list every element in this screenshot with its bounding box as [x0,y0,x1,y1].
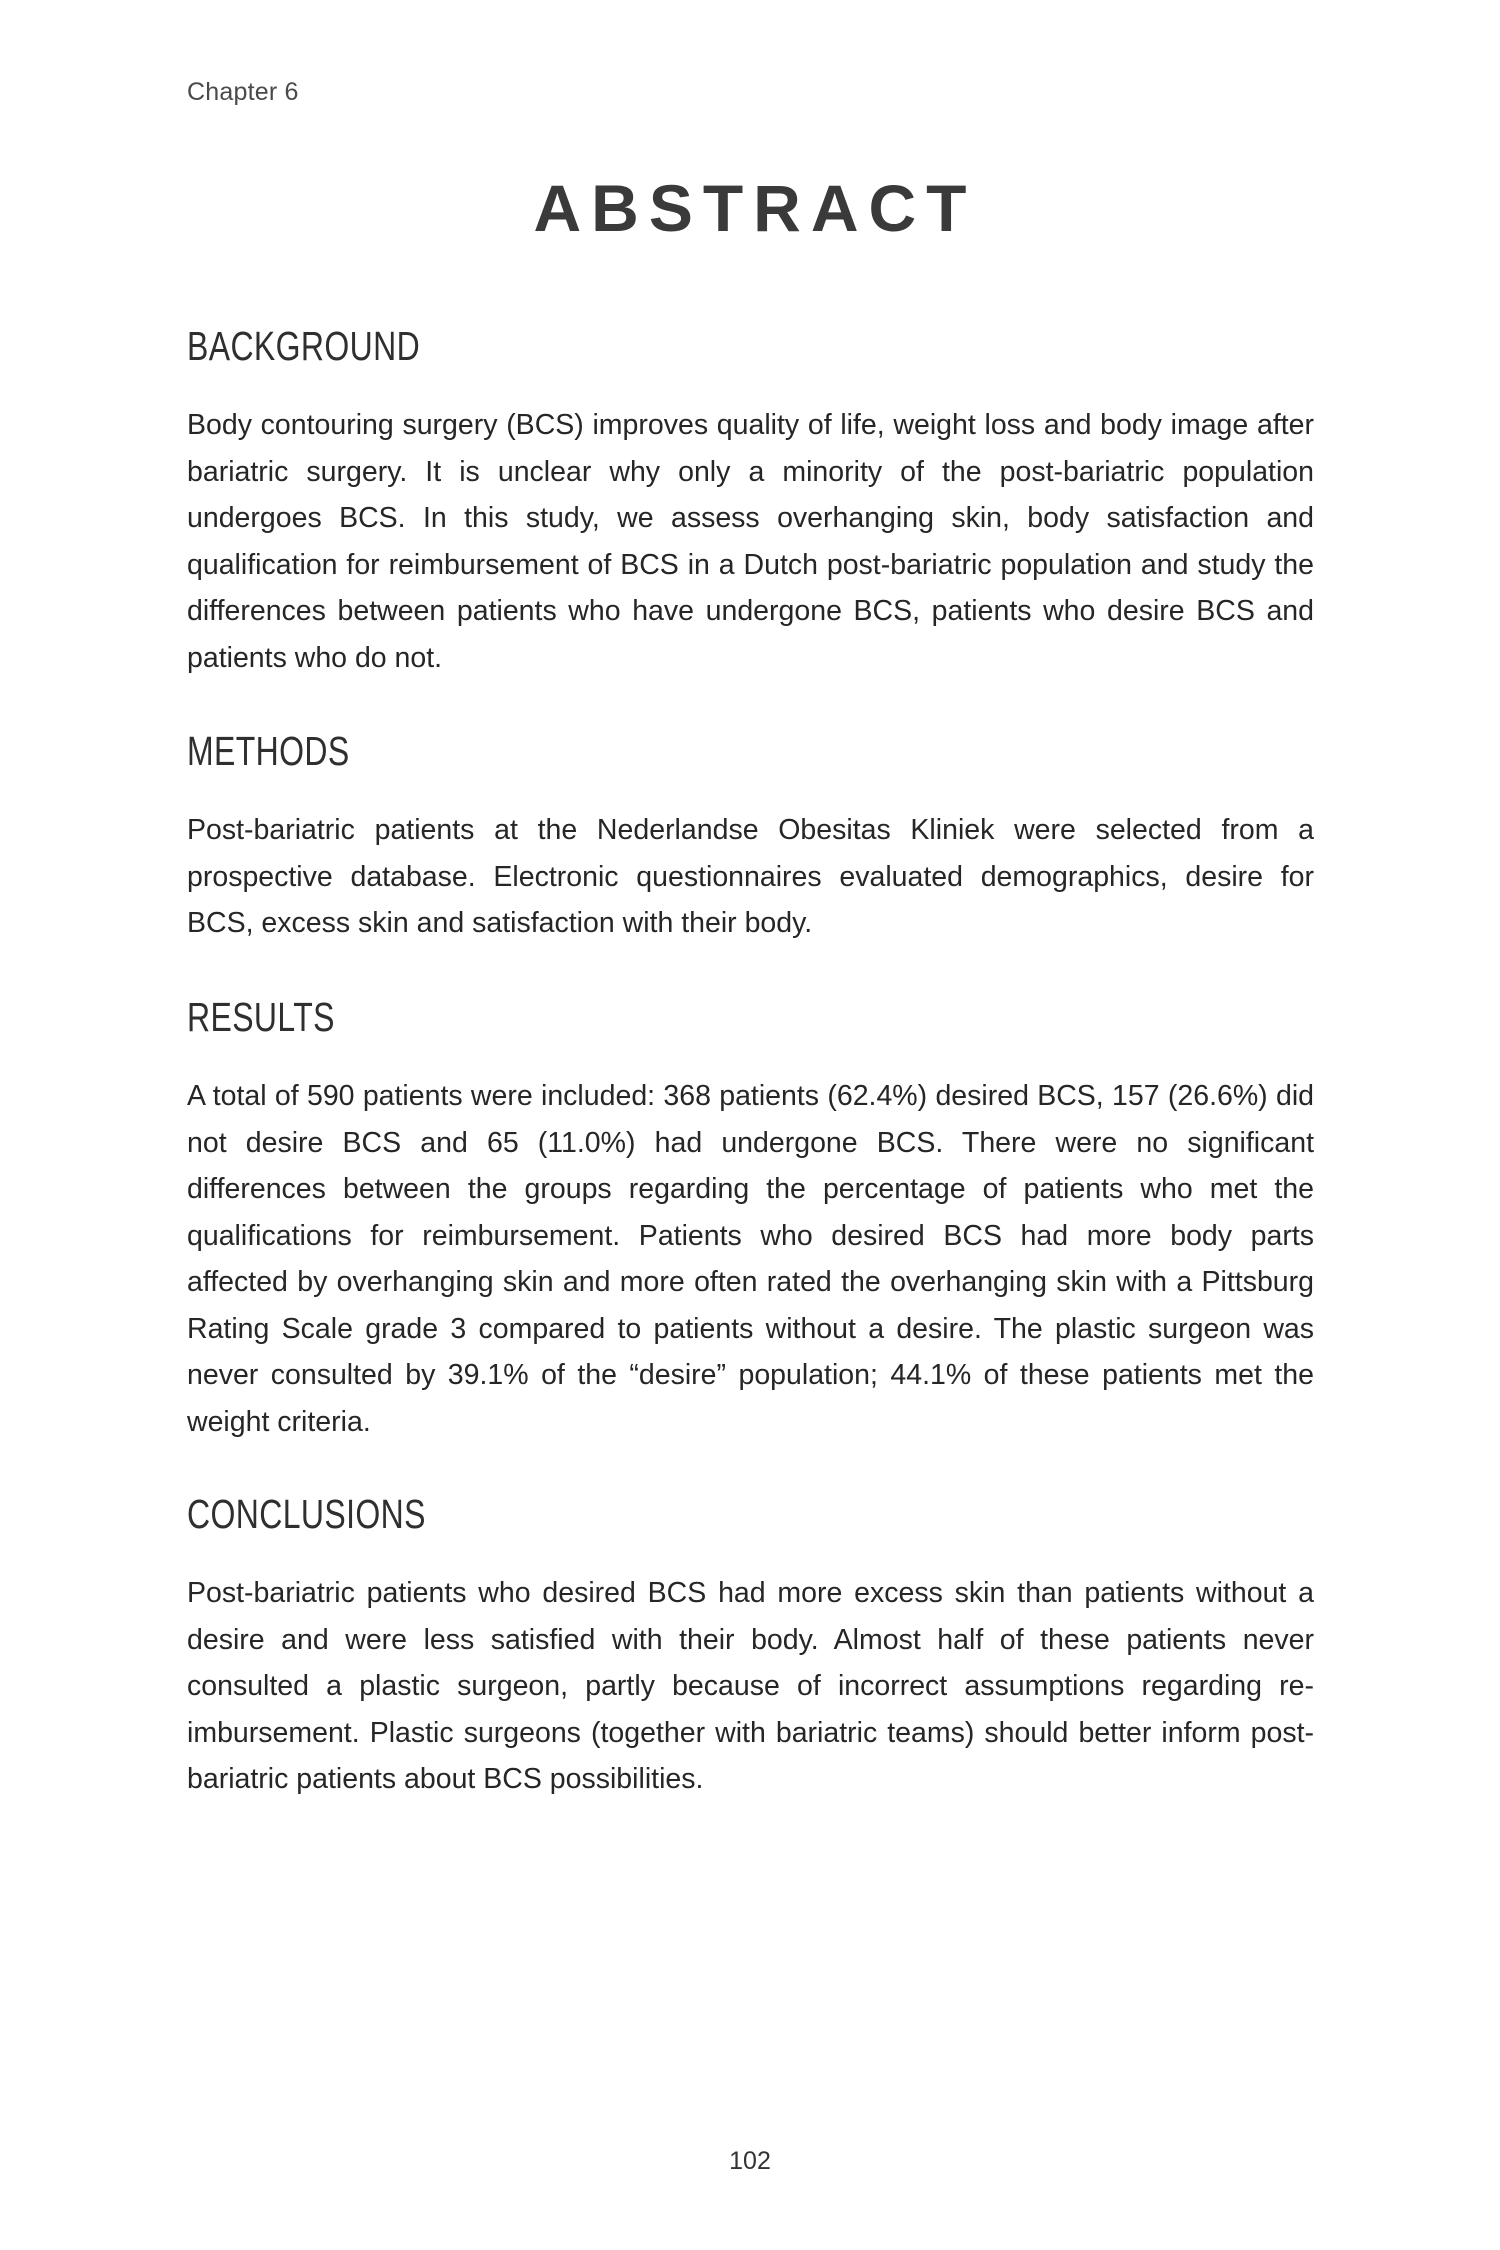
section-results [187,993,1314,1445]
page-title: ABSTRACT [533,171,977,245]
section-heading-background: BACKGROUND [187,323,421,369]
section-conclusions [187,1490,1314,1803]
section-background [187,322,1314,681]
section-heading-conclusions: CONCLUSIONS [187,1491,426,1537]
section-body-conclusions: Post-bariatric patients who desired BCS had more excess skin than patients without a desire and were less satisfied with their body. Almost half of these patients never consulted a plastic surgeon, partly because of incorrect assumptions regarding reimbursement. Plastic surgeons (together with bariatric teams) should better inform post-bariatric patients about BCS possibilities. [187,1577,1314,1795]
section-heading-methods: METHODS [187,728,350,774]
section-heading-results: RESULTS [187,994,335,1040]
section-body-results: A total of 590 patients were included: 368 patients (62.4%) desired BCS, 157 (26.6%) did not desire BCS and 65 (11.0%) had undergone BCS. There were no significant differences between the groups regarding the percentage of patients who met the qualifications for reimbursement. Patients who desired BCS had more body parts affected by overhanging skin and more often rated the overhanging skin with a Pittsburg Rating Scale grade 3 compared to patients without a desire. The plastic surgeon was never consulted by 39.1% of the “desire” population; 44.1% of these patients met the weight criteria. [187,1080,1314,1438]
running-head: Chapter 6 [187,78,299,106]
section-body-methods: Post-bariatric patients at the Nederlandse Obesitas Kliniek were selected from a prospective database. Electronic questionnaires evaluated demographics, desire for BCS, excess skin and satisfaction with their body. [187,814,1314,939]
page-number: 102 [729,2147,771,2175]
section-methods [187,727,1314,947]
section-body-background: Body contouring surgery (BCS) improves quality of life, weight loss and body image after bariatric surgery. It is unclear why only a minority of the post-bariatric population undergoes BCS. In this study, we assess overhanging skin, body satisfaction and qualification for reimbursement of BCS in a Dutch post-bariatric population and study the differences between patients who have undergone BCS, patients who desire BCS and patients who do not. [187,409,1314,674]
